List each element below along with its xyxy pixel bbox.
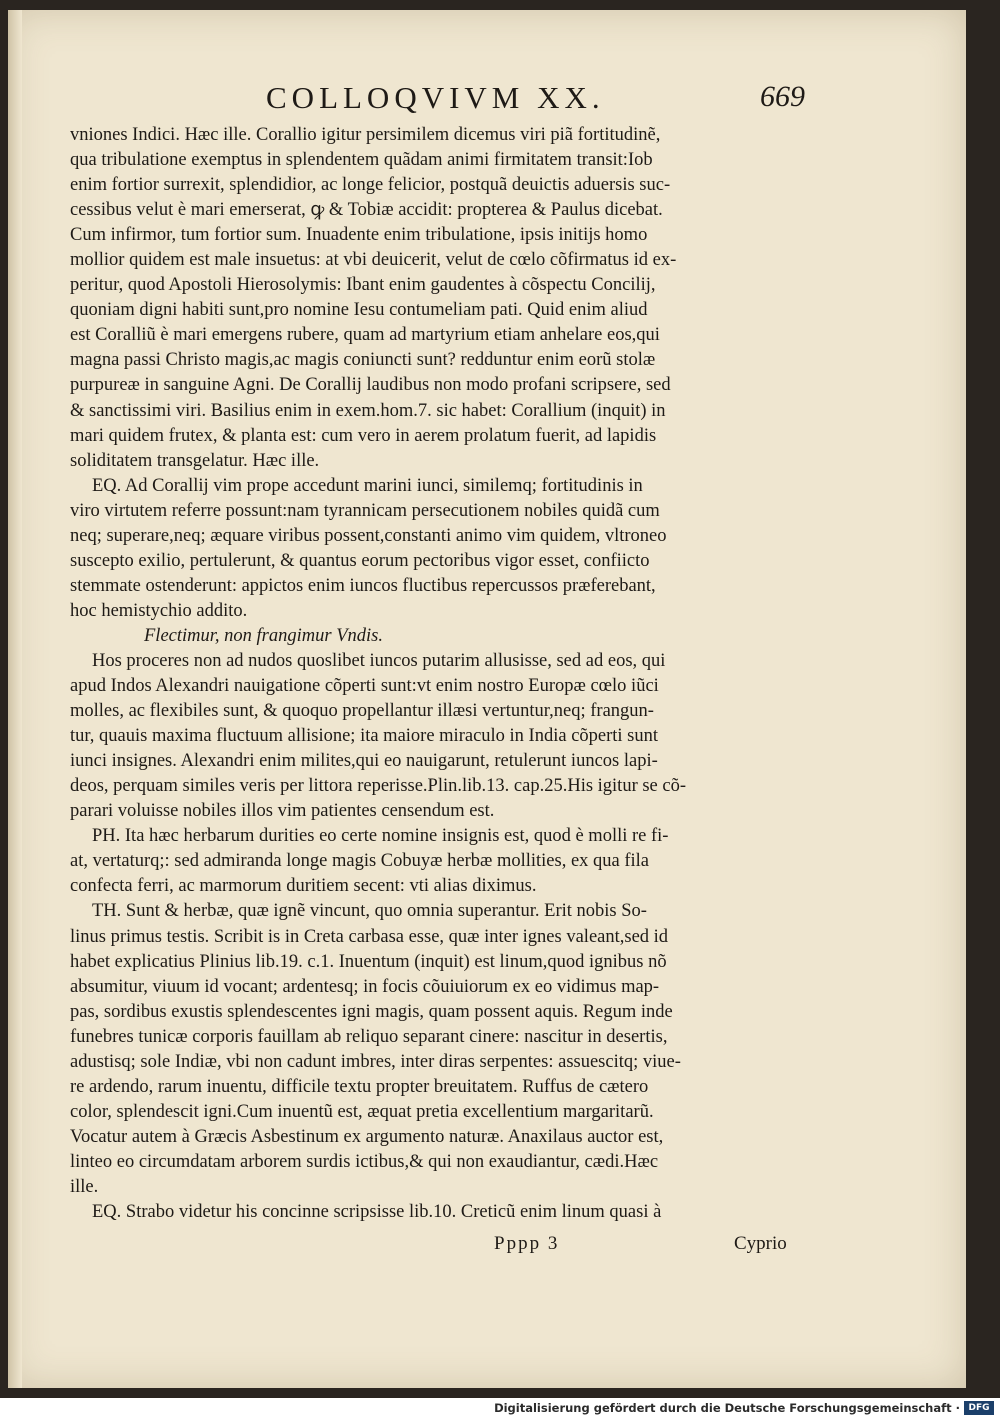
page-footer <box>8 1233 966 1263</box>
text-line: stemmate ostenderunt: appictos enim iuncos fluctibus repercussos præferebant, <box>70 575 656 596</box>
credit-bar <box>0 1398 1000 1419</box>
text-line: viro virtutem referre possunt:nam tyrannicam persecutionem nobiles quidã cum <box>70 500 660 521</box>
text-line: color, splendescit igni.Cum inuentũ est, æquat pretia excellentium margaritarũ. <box>70 1101 654 1122</box>
text-line: quoniam digni habiti sunt,pro nomine Iesu contumeliam pati. Quid enim aliud <box>70 300 648 321</box>
text-line: linus primus testis. Scribit is in Creta carbasa esse, quæ inter ignes valeant,sed id <box>70 926 669 947</box>
text-line: & sanctissimi viri. Basilius enim in exem.hom.7. sic habet: Corallium (inquit) in <box>70 400 666 421</box>
text-line: mollior quidem est male insuetus: at vbi deuicerit, velut de cœlo cõfirmatus id ex- <box>70 250 677 271</box>
text-line: iunci insignes. Alexandri enim milites,qui eo nauigarunt, retulerunt iuncos lapi- <box>70 751 658 772</box>
page-gutter-shadow <box>8 10 22 1388</box>
catchword: Cyprio <box>734 1233 787 1254</box>
body-text <box>70 123 812 1225</box>
text-line: PH. Ita hæc herbarum durities eo certe nomine insignis est, quod è molli re fi- <box>92 826 669 847</box>
text-line: TH. Sunt & herbæ, quæ ignẽ vincunt, quo omnia superantur. Erit nobis So- <box>92 901 647 922</box>
text-line: Vocatur autem à Græcis Asbestinum ex argumento naturæ. Anaxilaus auctor est, <box>70 1126 664 1147</box>
text-line: absumitur, viuum id vocant; ardentesq; in focis cõuiuiorum ex eo vidimus map- <box>70 976 660 997</box>
text-line: EQ. Strabo videtur his concinne scripsisse lib.10. Creticũ enim linum quasi à <box>92 1202 662 1223</box>
signature-mark: Pppp 3 <box>494 1233 560 1254</box>
page-header <box>8 80 966 120</box>
running-title: COLLOQVIVM XX. <box>266 80 605 115</box>
dfg-logo: DFG <box>964 1401 994 1415</box>
text-line: re ardendo, rarum inuentu, difficile textu propter breuitatem. Ruffus de cætero <box>70 1076 649 1097</box>
text-line: magna passi Christo magis,ac magis coniuncti sunt? redduntur enim eorũ stolæ <box>70 350 656 371</box>
text-line: parari voluisse nobiles illos vim patientes censendum est. <box>70 801 495 822</box>
text-line: soliditatem transgelatur. Hæc ille. <box>70 450 320 471</box>
text-line: EQ. Ad Corallij vim prope accedunt marini iunci, similemq; fortitudinis in <box>92 475 643 496</box>
text-line: cessibus velut è mari emerserat, ꝙ & Tobiæ accidit: propterea & Paulus dicebat. <box>70 200 663 221</box>
text-line: hoc hemistychio addito. <box>70 600 248 621</box>
credit-text: Digitalisierung gefördert durch die Deutsche Forschungsgemeinschaft · <box>494 1401 960 1415</box>
text-line: adustisq; sole Indiæ, vbi non cadunt imbres, inter diras serpentes: assuescitq; viue- <box>70 1051 681 1072</box>
text-line: Cum infirmor, tum fortior sum. Inuadente enim tribulatione, ipsis initijs homo <box>70 225 648 246</box>
text-line: confecta ferri, ac marmorum duritiem secent: vti alias diximus. <box>70 876 537 897</box>
text-line: linteo eo circumdatam arborem surdis ictibus,& qui non exaudiantur, cædi.Hæc <box>70 1151 659 1172</box>
text-line: est Coralliũ è mari emergens rubere, quam ad martyrium etiam anhelare eos,qui <box>70 325 660 346</box>
text-line: funebres tunicæ corporis fauillam ab reliquo separant cinere: nascitur in desertis, <box>70 1026 668 1047</box>
book-page <box>8 10 966 1388</box>
text-line: Flectimur, non frangimur Vndis. <box>144 625 383 646</box>
text-line: neq; superare,neq; æquare viribus possent,constanti animo vim quidem, vltroneo <box>70 525 667 546</box>
text-line: mari quidem frutex, & planta est: cum vero in aerem prolatum fuerit, ad lapidis <box>70 425 657 446</box>
text-line: ille. <box>70 1176 99 1197</box>
text-line: purpureæ in sanguine Agni. De Corallij laudibus non modo profani scripsere, sed <box>70 375 671 396</box>
text-line: habet explicatius Plinius lib.19. c.1. Inuentum (inquit) est linum,quod ignibus nõ <box>70 951 667 972</box>
text-line: pas, sordibus exustis splendescentes igni magis, quam possent aquis. Regum inde <box>70 1001 673 1022</box>
page-number: 669 <box>760 80 805 113</box>
text-line: peritur, quod Apostoli Hierosolymis: Ibant enim gaudentes à cõspectu Concilij, <box>70 275 656 296</box>
text-line: Hos proceres non ad nudos quoslibet iuncos putarim allusisse, sed ad eos, qui <box>92 650 666 671</box>
text-line: molles, ac flexibiles sunt, & quoquo propellantur illæsi vertuntur,neq; frangun- <box>70 701 654 722</box>
text-line: apud Indos Alexandri nauigatione cõperti sunt:vt enim nostro Europæ cœlo iũci <box>70 676 659 697</box>
text-line: vniones Indici. Hæc ille. Corallio igitur persimilem dicemus viri piã fortitudinẽ, <box>70 125 661 145</box>
text-line: at, vertaturq;: sed admiranda longe magis Cobuyæ herbæ mollities, ex qua fila <box>70 851 650 872</box>
text-line: deos, perquam similes veris per littora reperisse.Plin.lib.13. cap.25.His igitur se cõ- <box>70 776 687 797</box>
text-line: enim fortior surrexit, splendidior, ac longe felicior, postquã deuictis aduersis suc- <box>70 175 671 196</box>
text-line: suscepto exilio, pertulerunt, & quantus eorum pectoribus vigor esset, confiicto <box>70 550 650 571</box>
text-line: tur, quauis maxima fluctuum allisione; ita maiore miraculo in India cõperti sunt <box>70 726 659 747</box>
text-line: qua tribulatione exemptus in splendentem quãdam animi firmitatem transit:Iob <box>70 150 653 171</box>
